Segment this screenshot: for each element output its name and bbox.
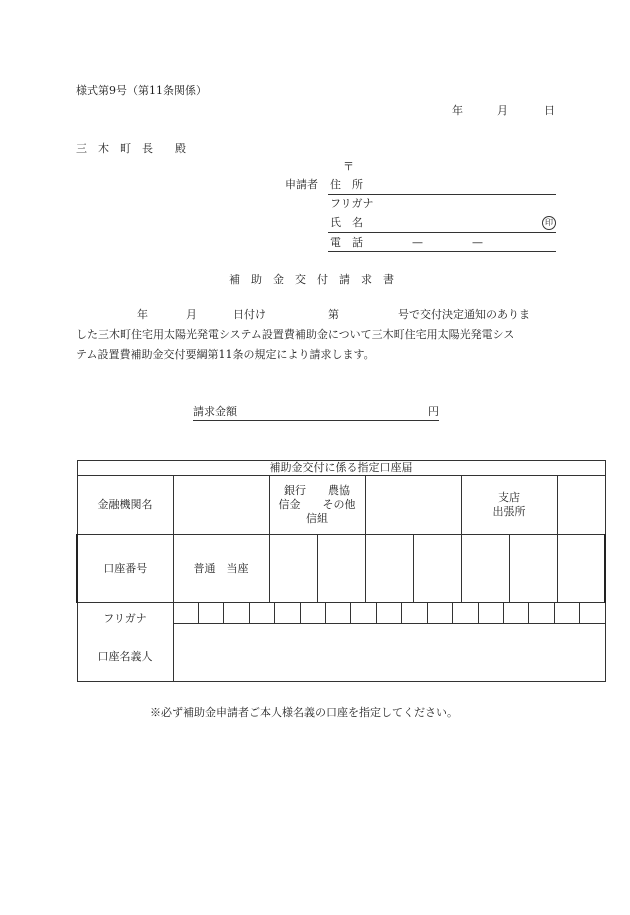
holder-name-cell[interactable] <box>173 624 605 682</box>
name-underline <box>328 232 556 233</box>
furigana-box[interactable] <box>504 603 529 623</box>
holder-furigana-label: フリガナ <box>103 612 147 625</box>
furigana-box[interactable] <box>275 603 300 623</box>
bank-type-line3: 信組 <box>306 512 328 525</box>
body-line2: した三木町住宅用太陽光発電システム設置費補助金について三木町住宅用太陽光発電シス <box>76 328 515 341</box>
phone-label: 電 話 <box>330 236 363 249</box>
bank-type-line1: 銀行 農協 <box>284 484 350 497</box>
document-title: 補 助 金 交 付 請 求 書 <box>229 273 394 286</box>
applicant-label: 申請者 <box>285 178 318 191</box>
phone-underline <box>328 251 556 252</box>
addressee: 三 木 町 長 殿 <box>76 142 186 155</box>
furigana-box[interactable] <box>351 603 376 623</box>
branch-spare-cell <box>557 476 605 535</box>
amount-unit: 円 <box>428 405 439 418</box>
furigana-box[interactable] <box>377 603 402 623</box>
branch-line1: 支店 <box>498 491 520 504</box>
branch-name-cell[interactable] <box>365 476 461 535</box>
body-line3: テム設置費補助金交付要綱第11条の規定により請求します。 <box>76 348 375 361</box>
body-dated: 日付け <box>233 308 266 321</box>
account-number-label: 口座番号 <box>77 535 173 603</box>
furigana-box[interactable] <box>453 603 478 623</box>
furigana-box[interactable] <box>174 603 199 623</box>
holder-name-label: 口座名義人 <box>97 650 153 663</box>
account-digit-cell[interactable] <box>365 535 413 603</box>
furigana-box[interactable] <box>224 603 249 623</box>
account-digit-cell[interactable] <box>269 535 317 603</box>
account-digit-cell[interactable] <box>509 535 557 603</box>
address-underline <box>328 194 556 195</box>
body-year: 年 <box>137 308 148 321</box>
body-month: 月 <box>186 308 197 321</box>
holder-label-cell <box>77 603 173 682</box>
phone-separator-1: — <box>412 236 423 249</box>
furigana-boxes-cell[interactable] <box>173 603 605 624</box>
date-day-label: 日 <box>544 104 555 117</box>
footnote: ※必ず補助金申請者ご本人様名義の口座を指定してください。 <box>150 706 458 719</box>
body-line1-rest: 号で交付決定通知のありま <box>398 308 530 321</box>
date-month-label: 月 <box>497 104 508 117</box>
account-table <box>76 460 606 682</box>
furigana-box[interactable] <box>301 603 326 623</box>
bank-type-line2: 信金 その他 <box>278 498 356 511</box>
account-digit-cell[interactable] <box>413 535 461 603</box>
furigana-box[interactable] <box>479 603 504 623</box>
postal-mark: 〒 <box>343 160 354 173</box>
account-digit-cell[interactable] <box>461 535 509 603</box>
form-number: 様式第9号（第11条関係） <box>76 84 207 97</box>
branch-line2: 出張所 <box>492 505 526 518</box>
furigana-box[interactable] <box>250 603 275 623</box>
furigana-box[interactable] <box>555 603 580 623</box>
furigana-box[interactable] <box>428 603 453 623</box>
seal-mark: 印 <box>542 216 556 230</box>
amount-underline <box>193 420 439 421</box>
institution-label: 金融機関名 <box>77 476 173 535</box>
name-label: 氏 名 <box>330 216 363 229</box>
furigana-box[interactable] <box>580 603 604 623</box>
date-year-label: 年 <box>452 104 463 117</box>
institution-name-cell[interactable] <box>173 476 269 535</box>
address-label: 住 所 <box>330 178 363 191</box>
amount-label: 請求金額 <box>193 405 237 418</box>
body-dai: 第 <box>328 308 339 321</box>
account-table-header: 補助金交付に係る指定口座届 <box>77 461 605 476</box>
account-type[interactable]: 普通 当座 <box>173 535 269 603</box>
branch-type-cell[interactable] <box>461 476 557 535</box>
bank-type-cell[interactable] <box>269 476 365 535</box>
furigana-box[interactable] <box>326 603 351 623</box>
phone-separator-2: — <box>472 236 483 249</box>
furigana-box[interactable] <box>199 603 224 623</box>
furigana-box[interactable] <box>529 603 554 623</box>
furigana-label: フリガナ <box>330 197 374 210</box>
furigana-box[interactable] <box>402 603 427 623</box>
account-digit-cell[interactable] <box>557 535 605 603</box>
account-digit-cell[interactable] <box>317 535 365 603</box>
